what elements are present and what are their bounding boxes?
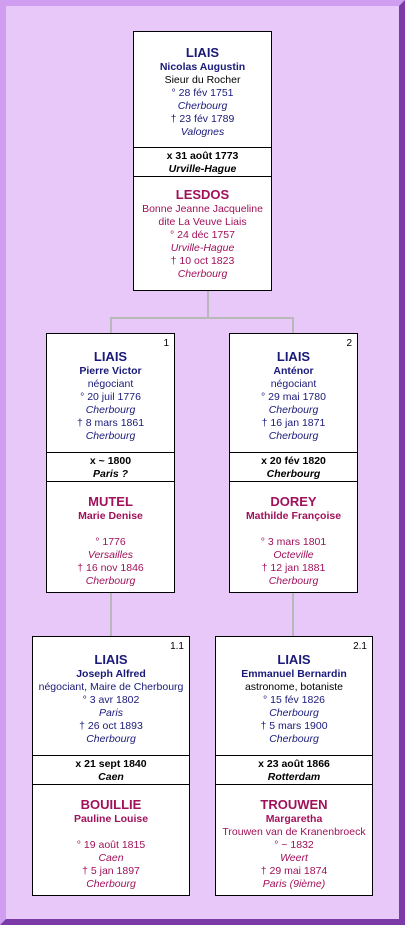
husband-occupation: négociant, Maire de Cherbourg	[38, 681, 184, 693]
husband-given-name: Joseph Alfred	[76, 668, 146, 680]
marriage-section	[230, 452, 357, 482]
couple-number: 1	[163, 338, 169, 349]
wife-surname: BOUILLIE	[80, 797, 142, 812]
wife-occupation: dite La Veuve Liais	[158, 216, 247, 228]
marriage-date: x 23 août 1866	[258, 758, 330, 770]
husband-section	[47, 348, 174, 443]
husband-surname: LIAIS	[185, 45, 220, 60]
husband-death-date: † 26 oct 1893	[79, 720, 143, 732]
husband-surname: LIAIS	[277, 652, 311, 667]
husband-birth-place: Cherbourg	[85, 404, 136, 416]
husband-given-name: Nicolas Augustin	[159, 61, 246, 73]
husband-surname: LIAIS	[94, 652, 128, 667]
husband-occupation: négociant	[270, 378, 317, 390]
wife-section	[33, 796, 189, 891]
wife-birth-place: Weert	[280, 852, 308, 864]
connector-horizontal	[110, 317, 294, 319]
connector-root-down	[207, 290, 209, 318]
husband-birth-date: ° 3 avr 1802	[82, 694, 140, 706]
wife-death-date: † 5 jan 1897	[82, 865, 140, 877]
wife-occupation	[230, 523, 357, 536]
marriage-date: x 31 août 1773	[166, 150, 239, 162]
husband-surname: LIAIS	[93, 349, 128, 364]
wife-section	[134, 186, 271, 281]
husband-section	[230, 348, 357, 443]
couple-card-liais-lesdos[interactable]	[133, 31, 272, 291]
wife-occupation	[47, 523, 174, 536]
wife-surname: TROUWEN	[260, 797, 328, 812]
couple-number: 1.1	[170, 641, 184, 652]
wife-birth-place: Urville-Hague	[170, 242, 235, 254]
wife-given-name: Bonne Jeanne Jacqueline	[142, 203, 263, 215]
couple-card-2[interactable]	[229, 333, 358, 593]
wife-birth-place: Versailles	[87, 549, 134, 561]
husband-birth-date: ° 28 fév 1751	[171, 87, 234, 99]
wife-death-place: Cherbourg	[86, 878, 136, 890]
husband-given-name: Pierre Victor	[79, 365, 142, 377]
wife-death-date: † 10 oct 1823	[170, 255, 235, 267]
husband-death-date: † 23 fév 1789	[170, 113, 235, 125]
marriage-section	[47, 452, 174, 482]
husband-birth-place: Cherbourg	[177, 100, 228, 112]
husband-birth-place: Cherbourg	[269, 707, 319, 719]
marriage-place: Paris ?	[92, 468, 129, 480]
wife-death-date: † 29 mai 1874	[260, 865, 328, 877]
marriage-section	[216, 755, 372, 785]
wife-surname: LESDOS	[175, 187, 230, 202]
husband-birth-date: ° 29 mai 1780	[261, 391, 326, 403]
couple-card-2-1[interactable]	[215, 636, 373, 896]
husband-given-name: Anténor	[273, 365, 314, 377]
wife-occupation	[33, 826, 189, 839]
husband-section	[33, 651, 189, 746]
marriage-date: x 20 fév 1820	[261, 455, 326, 467]
husband-birth-place: Cherbourg	[268, 404, 319, 416]
marriage-section	[134, 147, 271, 177]
connector-gen2-left	[110, 592, 112, 637]
wife-death-place: Cherbourg	[268, 575, 319, 587]
husband-death-date: † 5 mars 1900	[260, 720, 328, 732]
husband-death-place: Cherbourg	[85, 430, 136, 442]
husband-death-place: Valognes	[180, 126, 225, 138]
wife-birth-date: ° 1776	[95, 536, 126, 548]
husband-death-date: † 8 mars 1861	[76, 417, 145, 429]
wife-occupation: Trouwen van de Kranenbroeck	[222, 826, 366, 838]
wife-death-date: † 12 jan 1881	[261, 562, 326, 574]
husband-surname: LIAIS	[276, 349, 311, 364]
wife-given-name: Marie Denise	[78, 510, 143, 522]
couple-number: 2.1	[353, 641, 367, 652]
marriage-date: x ~ 1800	[89, 455, 132, 467]
marriage-place: Urville-Hague	[168, 163, 237, 175]
wife-birth-date: ° 24 déc 1757	[170, 229, 235, 241]
wife-birth-place: Caen	[98, 852, 124, 864]
husband-death-place: Cherbourg	[269, 733, 319, 745]
husband-death-place: Cherbourg	[86, 733, 136, 745]
husband-death-place: Cherbourg	[268, 430, 319, 442]
husband-birth-place: Paris	[99, 707, 123, 719]
marriage-place: Caen	[98, 771, 124, 783]
husband-birth-date: ° 15 fév 1826	[263, 694, 325, 706]
wife-given-name: Margaretha	[265, 813, 323, 825]
wife-death-place: Cherbourg	[85, 575, 136, 587]
wife-section	[230, 493, 357, 588]
marriage-section	[33, 755, 189, 785]
wife-death-place: Cherbourg	[177, 268, 228, 280]
wife-birth-place: Octeville	[273, 549, 314, 561]
wife-death-place: Paris (9ième)	[262, 878, 326, 890]
wife-birth-date: ° ~ 1832	[274, 839, 314, 851]
husband-given-name: Emmanuel Bernardin	[241, 668, 347, 680]
marriage-date: x 21 sept 1840	[75, 758, 147, 770]
husband-section	[216, 651, 372, 746]
couple-number: 2	[346, 338, 352, 349]
husband-section	[134, 44, 271, 139]
husband-birth-date: ° 20 juil 1776	[80, 391, 141, 403]
wife-section	[47, 493, 174, 588]
connector-gen2-right	[292, 592, 294, 637]
wife-section	[216, 796, 372, 891]
couple-card-1-1[interactable]	[32, 636, 190, 896]
wife-death-date: † 16 nov 1846	[77, 562, 144, 574]
wife-given-name: Pauline Louise	[73, 813, 149, 825]
husband-death-date: † 16 jan 1871	[261, 417, 326, 429]
wife-surname: DOREY	[270, 494, 317, 509]
marriage-place: Rotterdam	[267, 771, 321, 783]
husband-occupation: Sieur du Rocher	[164, 74, 241, 86]
husband-occupation: négociant	[87, 378, 134, 390]
wife-birth-date: ° 19 août 1815	[76, 839, 146, 851]
wife-surname: MUTEL	[88, 494, 133, 509]
couple-card-1[interactable]	[46, 333, 175, 593]
wife-given-name: Mathilde Françoise	[245, 510, 342, 522]
marriage-place: Cherbourg	[266, 468, 321, 480]
wife-birth-date: ° 3 mars 1801	[260, 536, 327, 548]
husband-occupation: astronome, botaniste	[244, 681, 344, 693]
